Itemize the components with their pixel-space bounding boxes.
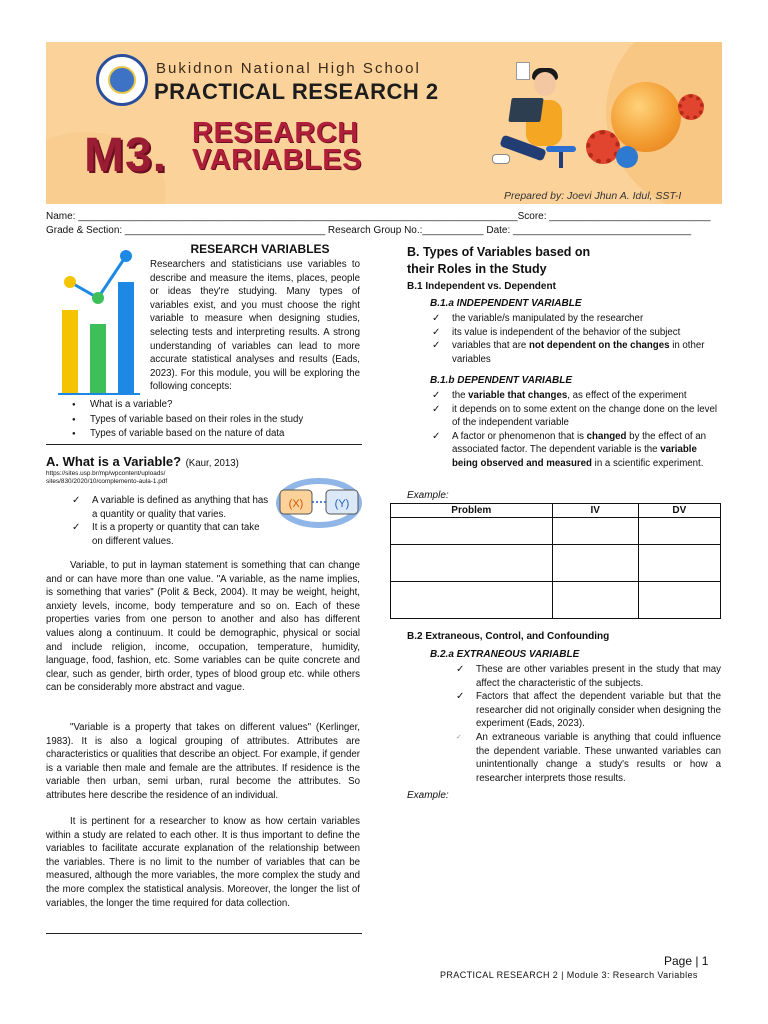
footer-module-line: PRACTICAL RESEARCH 2 | Module 3: Research Variables <box>440 970 698 980</box>
chart-bar <box>118 282 134 394</box>
text-span: by the effect of an associated factor. The dependent variable is the <box>452 430 707 456</box>
text-span: in other variables <box>452 340 705 365</box>
school-seal-logo <box>96 54 148 106</box>
paragraph: Variable, to put in layman statement is something that can change and or can have more than one value. "A variable, as the name implies, is something that varies" (Polit & Beck, 2004). It may be weight, height, anxiety levels, income, body temperature and so on. Each of these properties varies from one person to another and also has different values along a continuum. It could be demographic, physical or social and include religion, income, occupation, temperature, humidity, language, food, fashion, etc. Some variables can be quite concrete and clear, such as gender, birth order, types of blood group etc. while others can be considerably more abstract and vague. <box>46 560 360 694</box>
text-span: the <box>452 390 469 401</box>
chart-point <box>120 250 132 262</box>
gear-icon <box>616 146 638 168</box>
b2a-heading: B.2.a EXTRANEOUS VARIABLE <box>430 649 580 660</box>
example-label: Example: <box>407 490 449 501</box>
name-score-line[interactable]: Name: _______________________________________________________________________________Score: _____________________________ <box>46 211 711 222</box>
lightbulb-illustration <box>611 82 681 152</box>
table-cell[interactable] <box>552 582 638 619</box>
list-item <box>430 430 720 471</box>
prepared-by: Prepared by: Joevi Jhun A. Idul, SST-I <box>504 190 682 202</box>
example-label: Example: <box>407 790 449 801</box>
section-a-heading <box>46 453 239 471</box>
text-span: , as effect of the experiment <box>567 390 687 401</box>
seal-emblem <box>108 66 136 94</box>
column-header: IV <box>552 504 638 518</box>
example-table <box>390 503 721 619</box>
b1-heading: B.1 Independent vs. Dependent <box>407 281 556 292</box>
dependent-variable-list <box>430 389 720 471</box>
person-illustration <box>492 154 510 164</box>
list-item: ● Types of variable based on the nature of data <box>50 427 360 442</box>
document-icon <box>516 62 530 80</box>
header-banner <box>46 42 722 204</box>
page-number: Page | 1 <box>664 954 709 968</box>
gear-icon <box>586 130 620 164</box>
table-cell[interactable] <box>552 518 638 545</box>
gear-icon <box>678 94 704 120</box>
grade-section-line[interactable]: Grade & Section: ____________________________________ Research Group No.:___________ Date: ________________________________ <box>46 225 692 236</box>
section-b-title-line: B. Types of Variables based on <box>407 245 591 259</box>
list-item: ✓ it depends on to some extent on the change done on the level of the independent variable <box>430 403 720 430</box>
table-cell[interactable] <box>391 518 553 545</box>
list-item <box>430 339 720 366</box>
source-url[interactable]: https://sites.usp.br/mp/wpcontent/uploads/ sites/830/2020/10/complemento-aula-1.pdf <box>46 470 168 485</box>
list-item <box>430 389 720 403</box>
table-cell[interactable] <box>638 545 720 582</box>
list-item: ● What is a variable? <box>50 398 360 413</box>
laptop-icon <box>508 98 543 122</box>
paragraph: It is pertinent for a researcher to know as how certain variables within a study are related to each other. It is thus important to define the variables to facilitate accurate explanation of the relationship between the variables. There is no limit to the number of variables that can be measured, although the more variables, the more complex the study and the more complex the statistical analysis. Moreover, the longer the list of variables, the longer the time required for data collection. <box>46 816 360 909</box>
b2-heading: B.2 Extraneous, Control, and Confounding <box>407 631 610 642</box>
chart-point <box>92 292 104 304</box>
list-item: ✓ An extraneous variable is anything that could influence the dependent variable. These unwanted variables can unintentionally change a study's results or how a researcher interprets those results. <box>454 731 721 785</box>
module-title <box>192 117 362 176</box>
module-code: M3. <box>84 129 168 182</box>
intro-paragraph: Researchers and statisticians use variables to describe and measure the items, places, people or ideas they're studying. Many types of variables exist, and you must choose the right variable to measure when designing studies, selecting tests and interpreting results. A strong understanding of variables can lead to more accurate statistical analyses and results (Eads, 2023). For this module, you will be exploring the following concepts: <box>150 259 360 393</box>
emphasis-text: changed <box>586 430 627 442</box>
table-cell[interactable] <box>391 545 553 582</box>
section-a-title: A. What is a Variable? <box>46 454 182 469</box>
chart-bar <box>62 310 78 394</box>
table-cell[interactable] <box>638 582 720 619</box>
emphasis-text: variable being observed and measured <box>452 444 697 469</box>
b1b-heading: B.1.b DEPENDENT VARIABLE <box>430 375 573 386</box>
column-header: DV <box>638 504 720 518</box>
list-item: ✓ Factors that affect the dependent variable but that the researcher did not originally consider when designing the experiment (Eads, 2023). <box>454 690 721 731</box>
text-span: variables that are <box>452 340 530 352</box>
list-item: ✓ the variable/s manipulated by the researcher <box>430 312 720 326</box>
list-item: ✓ It is a property or quantity that can take on different values. <box>70 521 270 548</box>
table-row <box>391 582 721 619</box>
divider <box>46 444 362 445</box>
chart-line <box>70 256 126 298</box>
table-row <box>391 545 721 582</box>
text-span: A factor or phenomenon that is <box>452 430 587 442</box>
chart-bar <box>90 324 106 394</box>
module-title-line: VARIABLES <box>192 144 362 176</box>
chart-point <box>64 276 76 288</box>
bar-chart-illustration <box>56 248 142 396</box>
subject-title: PRACTICAL RESEARCH 2 <box>154 79 439 104</box>
school-name: Bukidnon National High School <box>156 60 421 77</box>
table-cell[interactable] <box>638 518 720 545</box>
section-b-heading <box>407 244 590 278</box>
x-label: (X) <box>288 498 304 510</box>
person-illustration <box>534 72 556 96</box>
independent-variable-list <box>430 312 720 366</box>
table-cell[interactable] <box>391 582 553 619</box>
text-span: in a scientific experiment. <box>591 457 704 469</box>
divider <box>46 933 362 934</box>
b1a-heading: B.1.a INDEPENDENT VARIABLE <box>430 298 582 309</box>
list-item: ✓ A variable is defined as anything that has a quantity or quality that varies. <box>70 494 270 521</box>
emphasis-text: variable that changes <box>468 390 568 401</box>
section-heading: RESEARCH VARIABLES <box>190 242 330 256</box>
table-cell[interactable] <box>552 545 638 582</box>
section-b-title-line: their Roles in the Study <box>407 262 547 276</box>
paragraph: "Variable is a property that takes on different values" (Kerlinger, 1983). It is also a logical grouping of attributes. Attributes are characteristics or qualities that describe an object. For example, if gender is a variable then male and female are the attributes. If residence is the variable then urban, semi urban, rural become the attributes. So attributes here describe the residence of an individual. <box>46 722 360 801</box>
variable-xy-diagram <box>274 476 364 530</box>
column-header: Problem <box>391 504 553 518</box>
module-title-line: RESEARCH <box>192 117 359 149</box>
y-label: (Y) <box>334 498 350 510</box>
table-header-row <box>391 504 721 518</box>
list-item: ● Types of variable based on their roles in the study <box>50 413 360 428</box>
concept-list <box>50 398 360 442</box>
emphasis-text: not dependent on the changes <box>529 340 670 352</box>
definition-checklist <box>70 494 270 548</box>
list-item: ✓ its value is independent of the behavior of the subject <box>430 326 720 340</box>
extraneous-variable-list <box>454 663 721 785</box>
section-a-citation: (Kaur, 2013) <box>185 458 239 469</box>
table-row <box>391 518 721 545</box>
chart-axis <box>58 393 140 395</box>
chair-illustration <box>559 152 563 168</box>
list-item: ✓ These are other variables present in the study that may affect the characteristic of the subjects. <box>454 663 721 690</box>
